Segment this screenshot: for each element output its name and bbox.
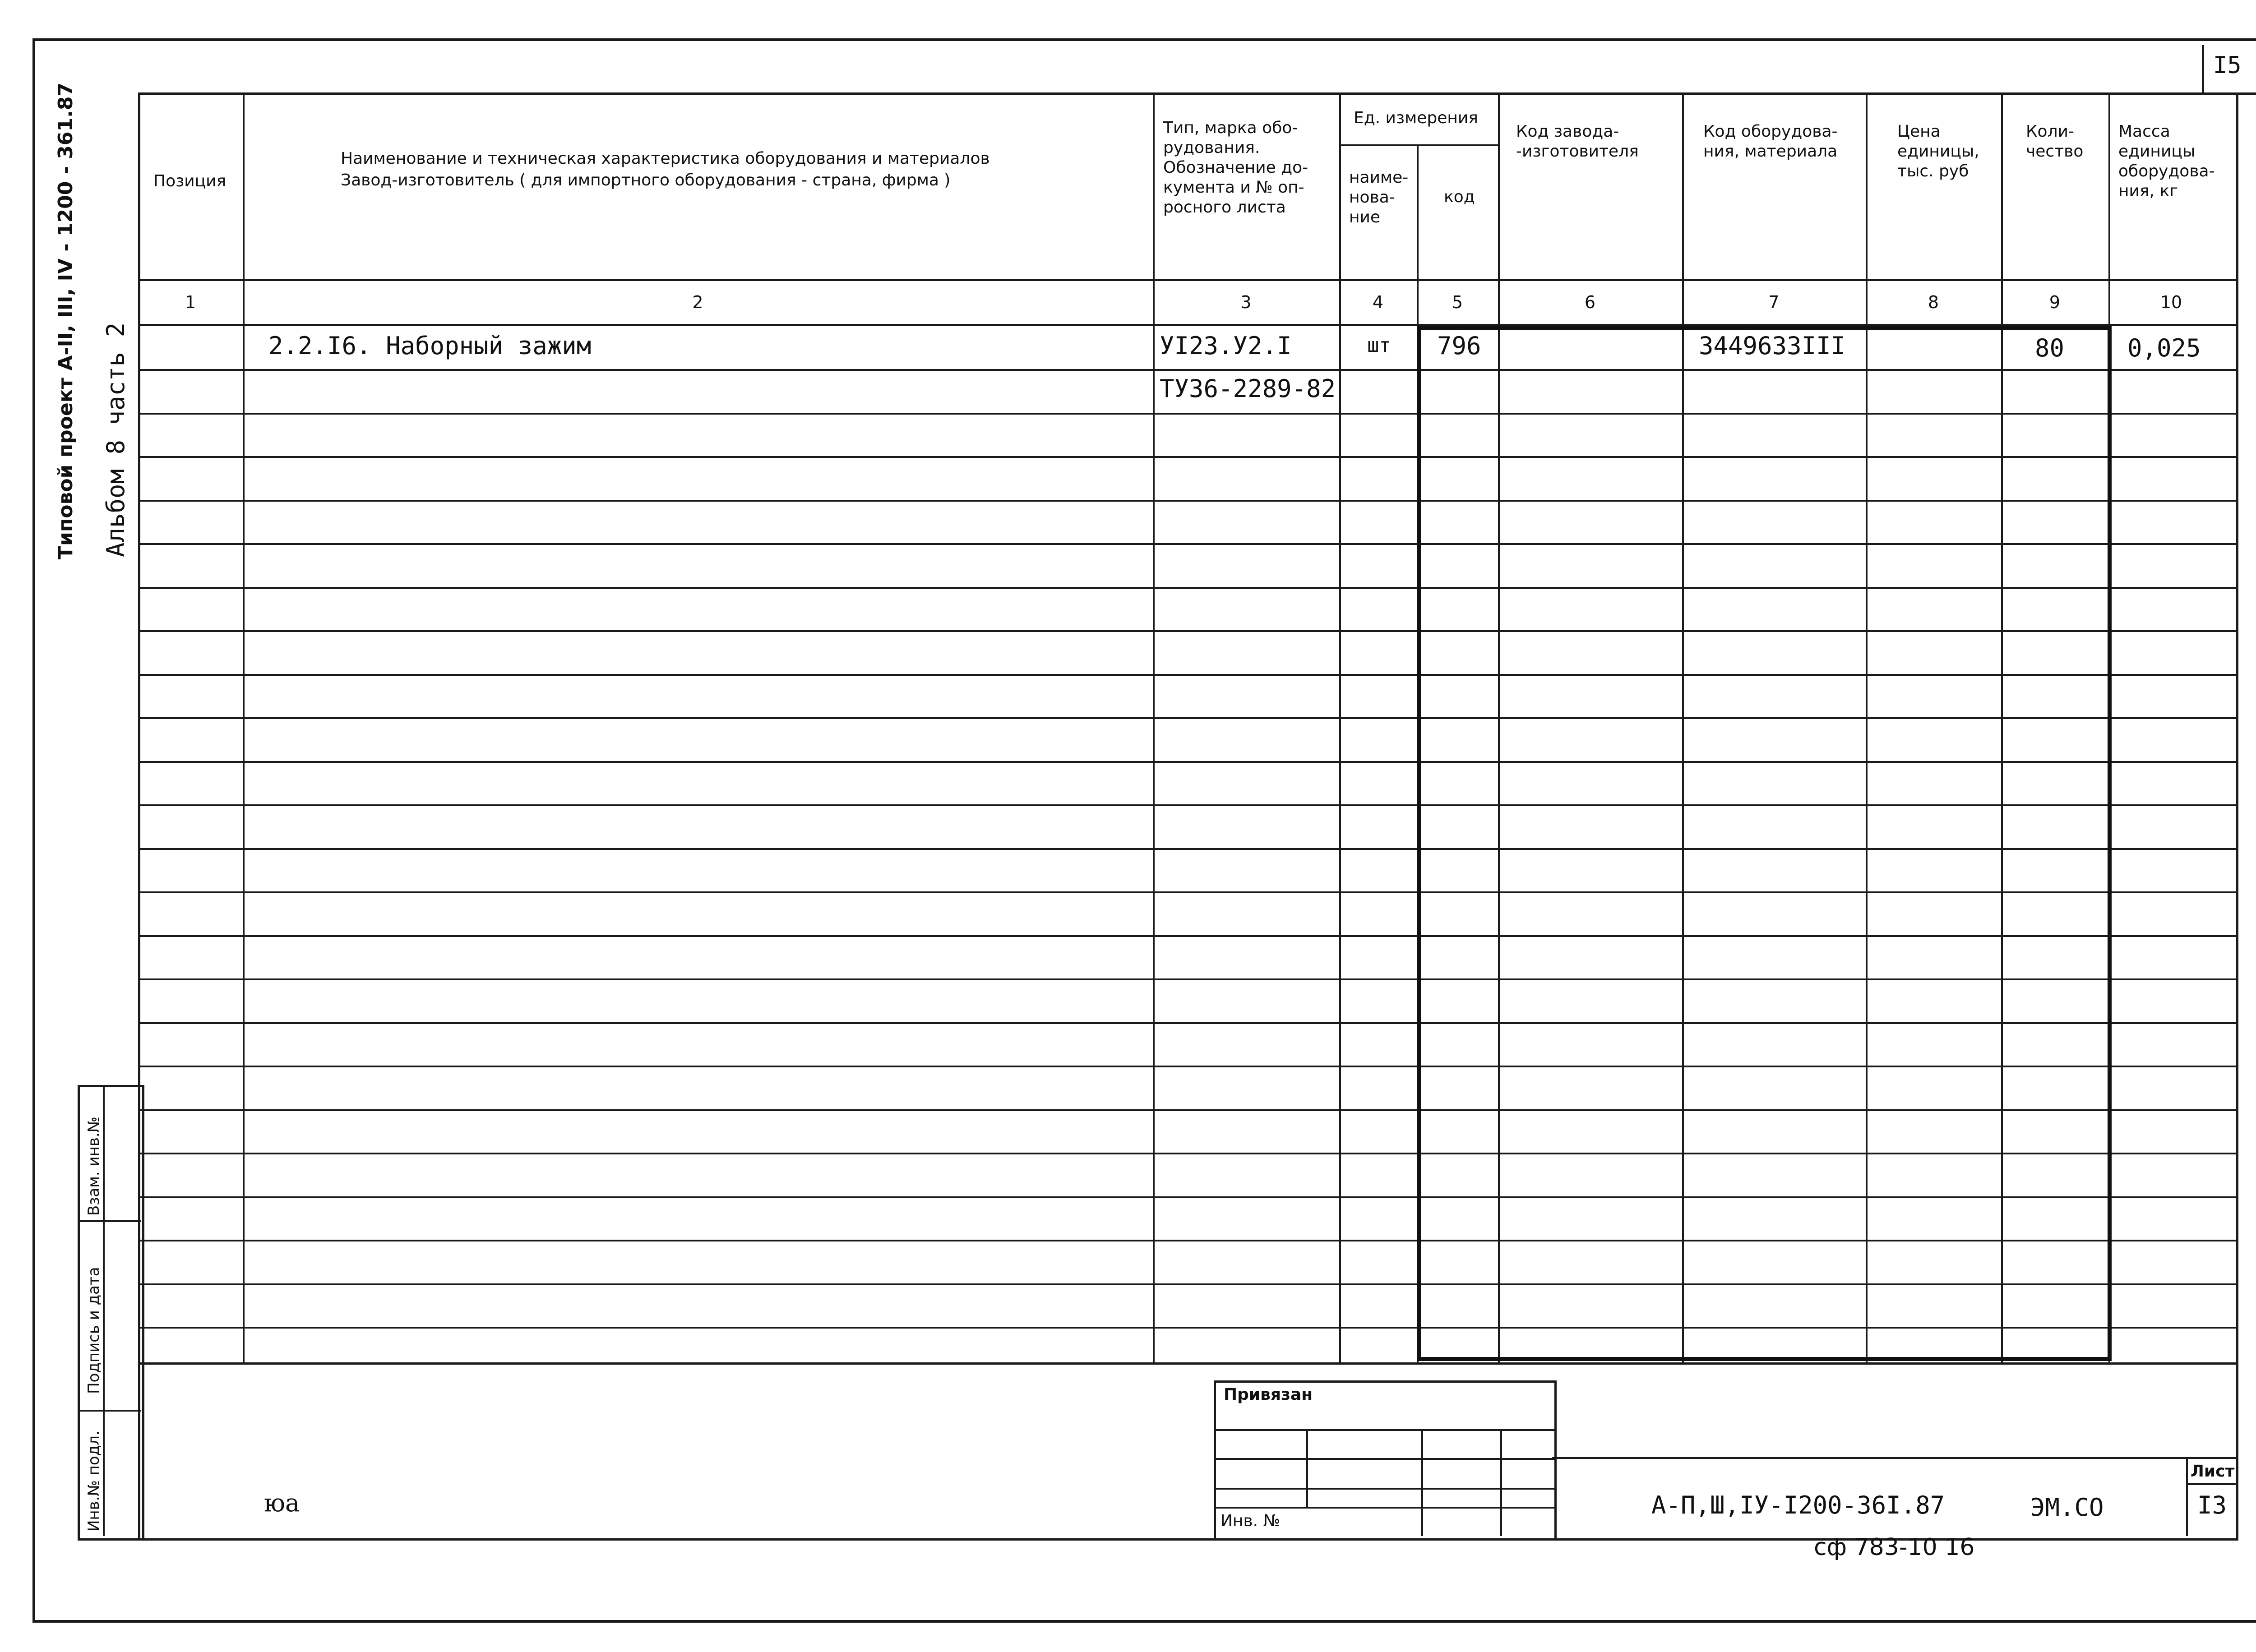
row1-type: УI23.У2.I — [1160, 332, 1292, 360]
header-mass-line: Масса — [2118, 122, 2170, 141]
header-mass-line: единицы — [2118, 142, 2196, 161]
col-number: 3 — [1240, 292, 1252, 312]
table-row-line — [138, 630, 2236, 632]
col-number: 10 — [2160, 292, 2182, 312]
privyazan-col — [1306, 1429, 1308, 1507]
thick-block-bottom — [1417, 1357, 2112, 1361]
header-position: Позиция — [153, 172, 227, 190]
title-block-top — [1552, 1457, 2236, 1459]
list-box-left — [2186, 1457, 2188, 1536]
header-price-line: тыс. руб — [1897, 162, 1969, 180]
table-row-line — [138, 674, 2236, 676]
row1-qty: 80 — [2035, 334, 2065, 362]
table-row-line — [138, 804, 2236, 806]
stamp-label-inv: Инв.№ подл. — [85, 1431, 103, 1532]
col-line — [1682, 92, 1684, 1362]
row2-type: ТУ36-2289-82 — [1160, 374, 1336, 403]
header-qty — [2026, 122, 2083, 162]
privyazan-line — [1214, 1458, 1554, 1460]
header-bottom-line — [138, 279, 2236, 281]
header-type — [1163, 118, 1308, 217]
header-equip-code-line: Код оборудова- — [1703, 122, 1838, 141]
privyazan-col — [1500, 1429, 1502, 1536]
table-row-line — [138, 1283, 2236, 1285]
table-row-line — [138, 413, 2236, 415]
privyazan-line — [1214, 1488, 1554, 1490]
header-equip-code — [1703, 122, 1838, 162]
table-row-line — [138, 935, 2236, 937]
stamp-label-vzam: Взам. инв.№ — [85, 1116, 103, 1216]
row1-unit: шт — [1367, 334, 1391, 357]
stamp-divider — [103, 1085, 105, 1536]
ed-izm-split — [1339, 144, 1500, 146]
privyazan-label: Привязан — [1224, 1385, 1313, 1404]
header-factory-code-line: -изготовителя — [1516, 142, 1639, 161]
list-number: I3 — [2197, 1491, 2227, 1519]
header-units-group: Ед. измерения — [1354, 109, 1478, 127]
privyazan-line — [1214, 1507, 1554, 1509]
header-unit-name-line: ние — [1349, 208, 1381, 226]
table-row-line — [138, 1109, 2236, 1111]
list-box-divider — [2186, 1483, 2236, 1485]
header-qty-line: Коли- — [2026, 122, 2074, 141]
table-row-line — [138, 587, 2236, 589]
corner-sheet-number: I5 — [2213, 52, 2242, 79]
row1-name: 2.2.I6. Наборный зажим — [268, 332, 592, 360]
table-row-line — [138, 1196, 2236, 1198]
table-row-line — [138, 761, 2236, 763]
album-caption: Альбом 8 часть 2 — [102, 322, 130, 557]
initials: юа — [264, 1489, 300, 1517]
col-line — [1866, 92, 1868, 1362]
privyazan-col — [1421, 1429, 1423, 1536]
header-type-line: кумента и № оп- — [1163, 178, 1304, 197]
col-number: 8 — [1928, 292, 1939, 312]
col-number: 9 — [2049, 292, 2061, 312]
col-line — [1498, 92, 1500, 1362]
thick-block-right — [2108, 326, 2112, 1361]
header-name-line1: Наименование и техническая характеристика оборудования и материалов — [341, 149, 990, 168]
table-row-line — [138, 978, 2236, 980]
row1-mass: 0,025 — [2127, 334, 2201, 362]
table-row-line — [138, 1327, 2236, 1329]
stamp-divider — [78, 1410, 141, 1412]
header-name-line2: Завод-изготовитель ( для импортного оборудования - страна, фирма ) — [341, 171, 951, 189]
header-factory-code — [1516, 122, 1639, 162]
table-row-line — [138, 369, 2236, 371]
table-row-line — [138, 543, 2236, 545]
col-line — [1153, 92, 1155, 1362]
header-unit-name-line: нова- — [1349, 188, 1395, 207]
header-unit-name — [1349, 168, 1408, 227]
col-number: 2 — [692, 292, 703, 312]
header-mass — [2118, 122, 2215, 201]
header-price-line: единицы, — [1897, 142, 1979, 161]
list-label: Лист — [2191, 1462, 2235, 1481]
table-row-line — [138, 848, 2236, 850]
header-type-line: рудования. — [1163, 138, 1260, 157]
header-price — [1897, 122, 1979, 181]
privyazan-line — [1214, 1429, 1554, 1431]
project-title: Типовой проект А-II, III, IV - 1200 - 361.87 — [54, 82, 77, 559]
header-factory-code-line: Код завода- — [1516, 122, 1619, 141]
stamp-divider — [78, 1220, 141, 1222]
footer-top-line — [138, 1362, 2236, 1365]
thick-block-left — [1417, 326, 1421, 1361]
row1-equip-code: 3449633III — [1699, 332, 1846, 360]
header-mass-line: ния, кг — [2118, 182, 2178, 200]
header-unit-name-line: наиме- — [1349, 168, 1409, 187]
header-type-line: Тип, марка обо- — [1163, 119, 1298, 137]
table-row-line — [138, 456, 2236, 458]
table-row-line — [138, 1240, 2236, 1241]
header-price-line: Цена — [1897, 122, 1941, 141]
table-row-line — [138, 1066, 2236, 1067]
header-mass-line: оборудова- — [2118, 162, 2215, 180]
bottom-note: сф 783-10 16 — [1814, 1534, 1975, 1561]
header-equip-code-line: ния, материала — [1703, 142, 1838, 161]
doc-mark: ЭМ.СО — [2030, 1493, 2104, 1522]
table-row-line — [138, 500, 2236, 502]
table-row-line — [138, 717, 2236, 719]
col-number: 6 — [1584, 292, 1596, 312]
table-row-line — [138, 1022, 2236, 1024]
header-qty-line: чество — [2026, 142, 2084, 161]
col-number: 7 — [1768, 292, 1780, 312]
col-number: 1 — [185, 292, 196, 312]
inv-no-label: Инв. № — [1220, 1512, 1281, 1530]
col-number: 4 — [1372, 292, 1384, 312]
table-row-line — [138, 1153, 2236, 1154]
row1-unit-code: 796 — [1437, 332, 1481, 360]
header-type-line: Обозначение до- — [1163, 158, 1308, 177]
col-line — [2001, 92, 2003, 1362]
thick-block-top — [1417, 326, 2112, 330]
col-line — [243, 92, 245, 1362]
doc-code: А-П,Ш,IУ-I200-36I.87 — [1651, 1491, 1945, 1519]
table-row-line — [138, 891, 2236, 893]
col-line — [1339, 92, 1341, 1362]
header-type-line: росного листа — [1163, 198, 1286, 217]
header-unit-code: код — [1444, 188, 1475, 206]
col-number: 5 — [1452, 292, 1463, 312]
stamp-label-podpis: Подпись и дата — [85, 1267, 103, 1394]
